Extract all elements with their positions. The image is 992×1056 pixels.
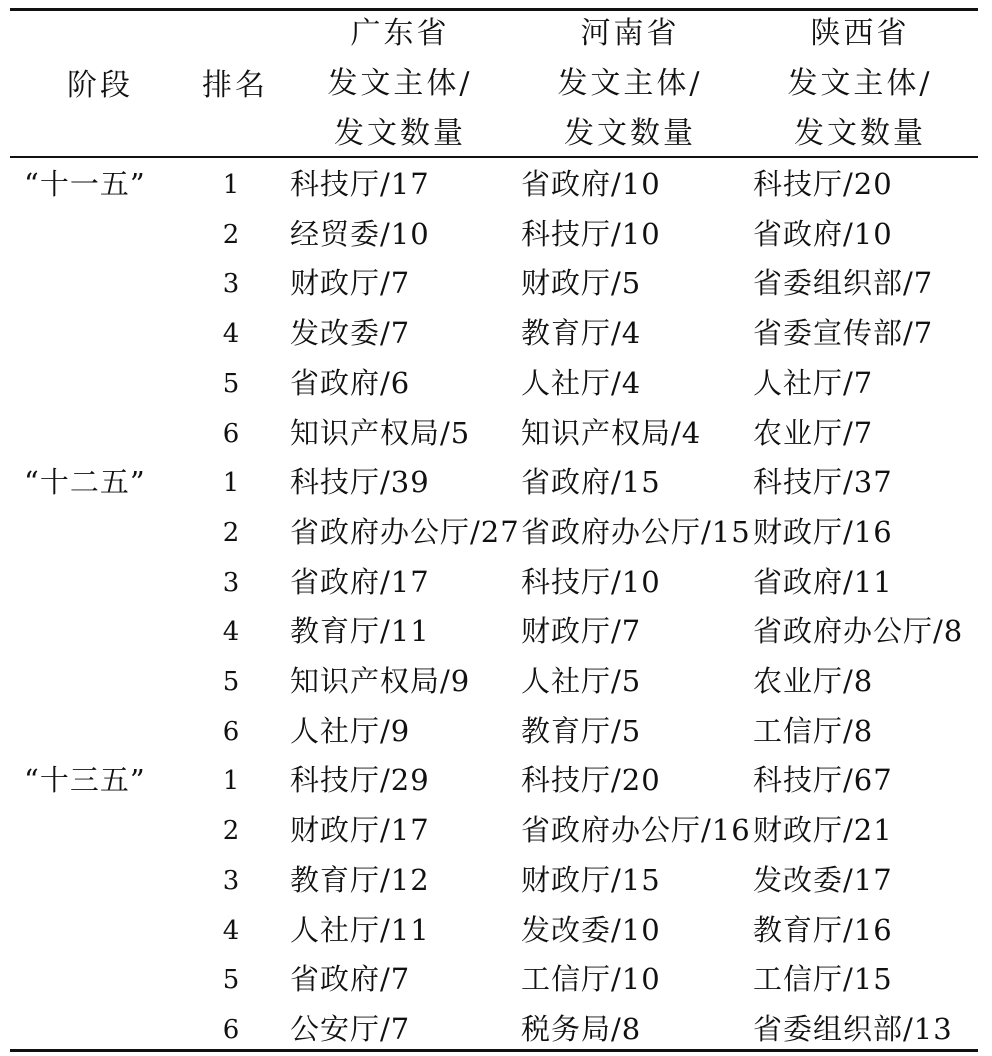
header-rank: 排名 — [202, 68, 268, 103]
shaanxi-cell: 农业厅/8 — [753, 664, 874, 698]
shaanxi-cell: 省委组织部/7 — [753, 266, 934, 300]
header-stage: 阶段 — [67, 68, 133, 103]
header-count-henan: 发文数量 — [564, 116, 696, 151]
shaanxi-cell: 省政府办公厅/8 — [753, 614, 964, 648]
header-province-henan: 河南省 — [580, 16, 680, 51]
guangdong-cell: 公安厅/7 — [290, 1012, 411, 1046]
shaanxi-cell: 工信厅/15 — [753, 962, 893, 996]
henan-cell: 工信厅/10 — [521, 962, 661, 996]
henan-cell: 省政府/10 — [521, 167, 661, 201]
guangdong-cell: 财政厅/17 — [290, 813, 430, 847]
henan-cell: 省政府办公厅/15 — [521, 515, 751, 549]
shaanxi-cell: 财政厅/21 — [753, 813, 893, 847]
guangdong-cell: 省政府/17 — [290, 565, 430, 599]
shaanxi-cell: 农业厅/7 — [753, 416, 874, 450]
rank-cell: 6 — [222, 717, 240, 747]
rank-cell: 2 — [222, 220, 240, 250]
guangdong-cell: 省政府/7 — [290, 962, 411, 996]
shaanxi-cell: 财政厅/16 — [753, 515, 893, 549]
stage-cell: “十三五” — [24, 763, 146, 797]
shaanxi-cell: 教育厅/16 — [753, 913, 893, 947]
shaanxi-cell: 省委宣传部/7 — [753, 316, 934, 350]
header-count-shaanxi: 发文数量 — [794, 116, 926, 151]
rank-cell: 5 — [222, 369, 240, 399]
henan-cell: 省政府/15 — [521, 465, 661, 499]
rank-cell: 2 — [222, 816, 240, 846]
guangdong-cell: 财政厅/7 — [290, 266, 411, 300]
rank-cell: 1 — [222, 766, 240, 796]
header-province-guangdong: 广东省 — [350, 16, 450, 51]
rank-cell: 3 — [222, 269, 240, 299]
rank-cell: 1 — [222, 170, 240, 200]
table-top-rule — [10, 8, 978, 11]
guangdong-cell: 知识产权局/5 — [290, 416, 471, 450]
guangdong-cell: 省政府办公厅/27 — [290, 515, 520, 549]
header-subject-shaanxi: 发文主体/ — [787, 66, 933, 101]
rank-cell: 6 — [222, 419, 240, 449]
henan-cell: 教育厅/4 — [521, 316, 642, 350]
henan-cell: 人社厅/5 — [521, 664, 642, 698]
henan-cell: 发改委/10 — [521, 913, 661, 947]
guangdong-cell: 人社厅/11 — [290, 913, 430, 947]
header-province-shaanxi: 陕西省 — [810, 16, 910, 51]
header-count-guangdong: 发文数量 — [334, 116, 466, 151]
rank-cell: 4 — [222, 319, 240, 349]
shaanxi-cell: 人社厅/7 — [753, 366, 874, 400]
table-bottom-rule — [10, 1049, 978, 1052]
rank-cell: 4 — [222, 617, 240, 647]
henan-cell: 财政厅/15 — [521, 863, 661, 897]
guangdong-cell: 教育厅/11 — [290, 614, 430, 648]
table-header-rule — [10, 156, 978, 158]
rank-cell: 4 — [222, 916, 240, 946]
henan-cell: 人社厅/4 — [521, 366, 642, 400]
stage-cell: “十一五” — [24, 167, 146, 201]
guangdong-cell: 科技厅/17 — [290, 167, 430, 201]
guangdong-cell: 科技厅/29 — [290, 763, 430, 797]
shaanxi-cell: 发改委/17 — [753, 863, 893, 897]
header-subject-henan: 发文主体/ — [557, 66, 703, 101]
rank-cell: 3 — [222, 568, 240, 598]
guangdong-cell: 经贸委/10 — [290, 217, 430, 251]
guangdong-cell: 知识产权局/9 — [290, 664, 471, 698]
guangdong-cell: 省政府/6 — [290, 366, 411, 400]
henan-cell: 省政府办公厅/16 — [521, 813, 751, 847]
rank-cell: 1 — [222, 468, 240, 498]
henan-cell: 税务局/8 — [521, 1012, 642, 1046]
shaanxi-cell: 科技厅/20 — [753, 167, 893, 201]
shaanxi-cell: 科技厅/37 — [753, 465, 893, 499]
shaanxi-cell: 工信厅/8 — [753, 714, 874, 748]
stage-cell: “十二五” — [24, 465, 146, 499]
rank-cell: 3 — [222, 866, 240, 896]
rank-cell: 5 — [222, 667, 240, 697]
henan-cell: 财政厅/5 — [521, 266, 642, 300]
guangdong-cell: 发改委/7 — [290, 316, 411, 350]
henan-cell: 知识产权局/4 — [521, 416, 702, 450]
shaanxi-cell: 省政府/10 — [753, 217, 893, 251]
header-subject-guangdong: 发文主体/ — [327, 66, 473, 101]
henan-cell: 科技厅/10 — [521, 565, 661, 599]
shaanxi-cell: 省政府/11 — [753, 565, 893, 599]
rank-cell: 2 — [222, 518, 240, 548]
shaanxi-cell: 科技厅/67 — [753, 763, 893, 797]
henan-cell: 教育厅/5 — [521, 714, 642, 748]
henan-cell: 科技厅/20 — [521, 763, 661, 797]
guangdong-cell: 人社厅/9 — [290, 714, 411, 748]
henan-cell: 科技厅/10 — [521, 217, 661, 251]
guangdong-cell: 教育厅/12 — [290, 863, 430, 897]
rank-cell: 5 — [222, 965, 240, 995]
shaanxi-cell: 省委组织部/13 — [753, 1012, 953, 1046]
rank-cell: 6 — [222, 1015, 240, 1045]
henan-cell: 财政厅/7 — [521, 614, 642, 648]
guangdong-cell: 科技厅/39 — [290, 465, 430, 499]
